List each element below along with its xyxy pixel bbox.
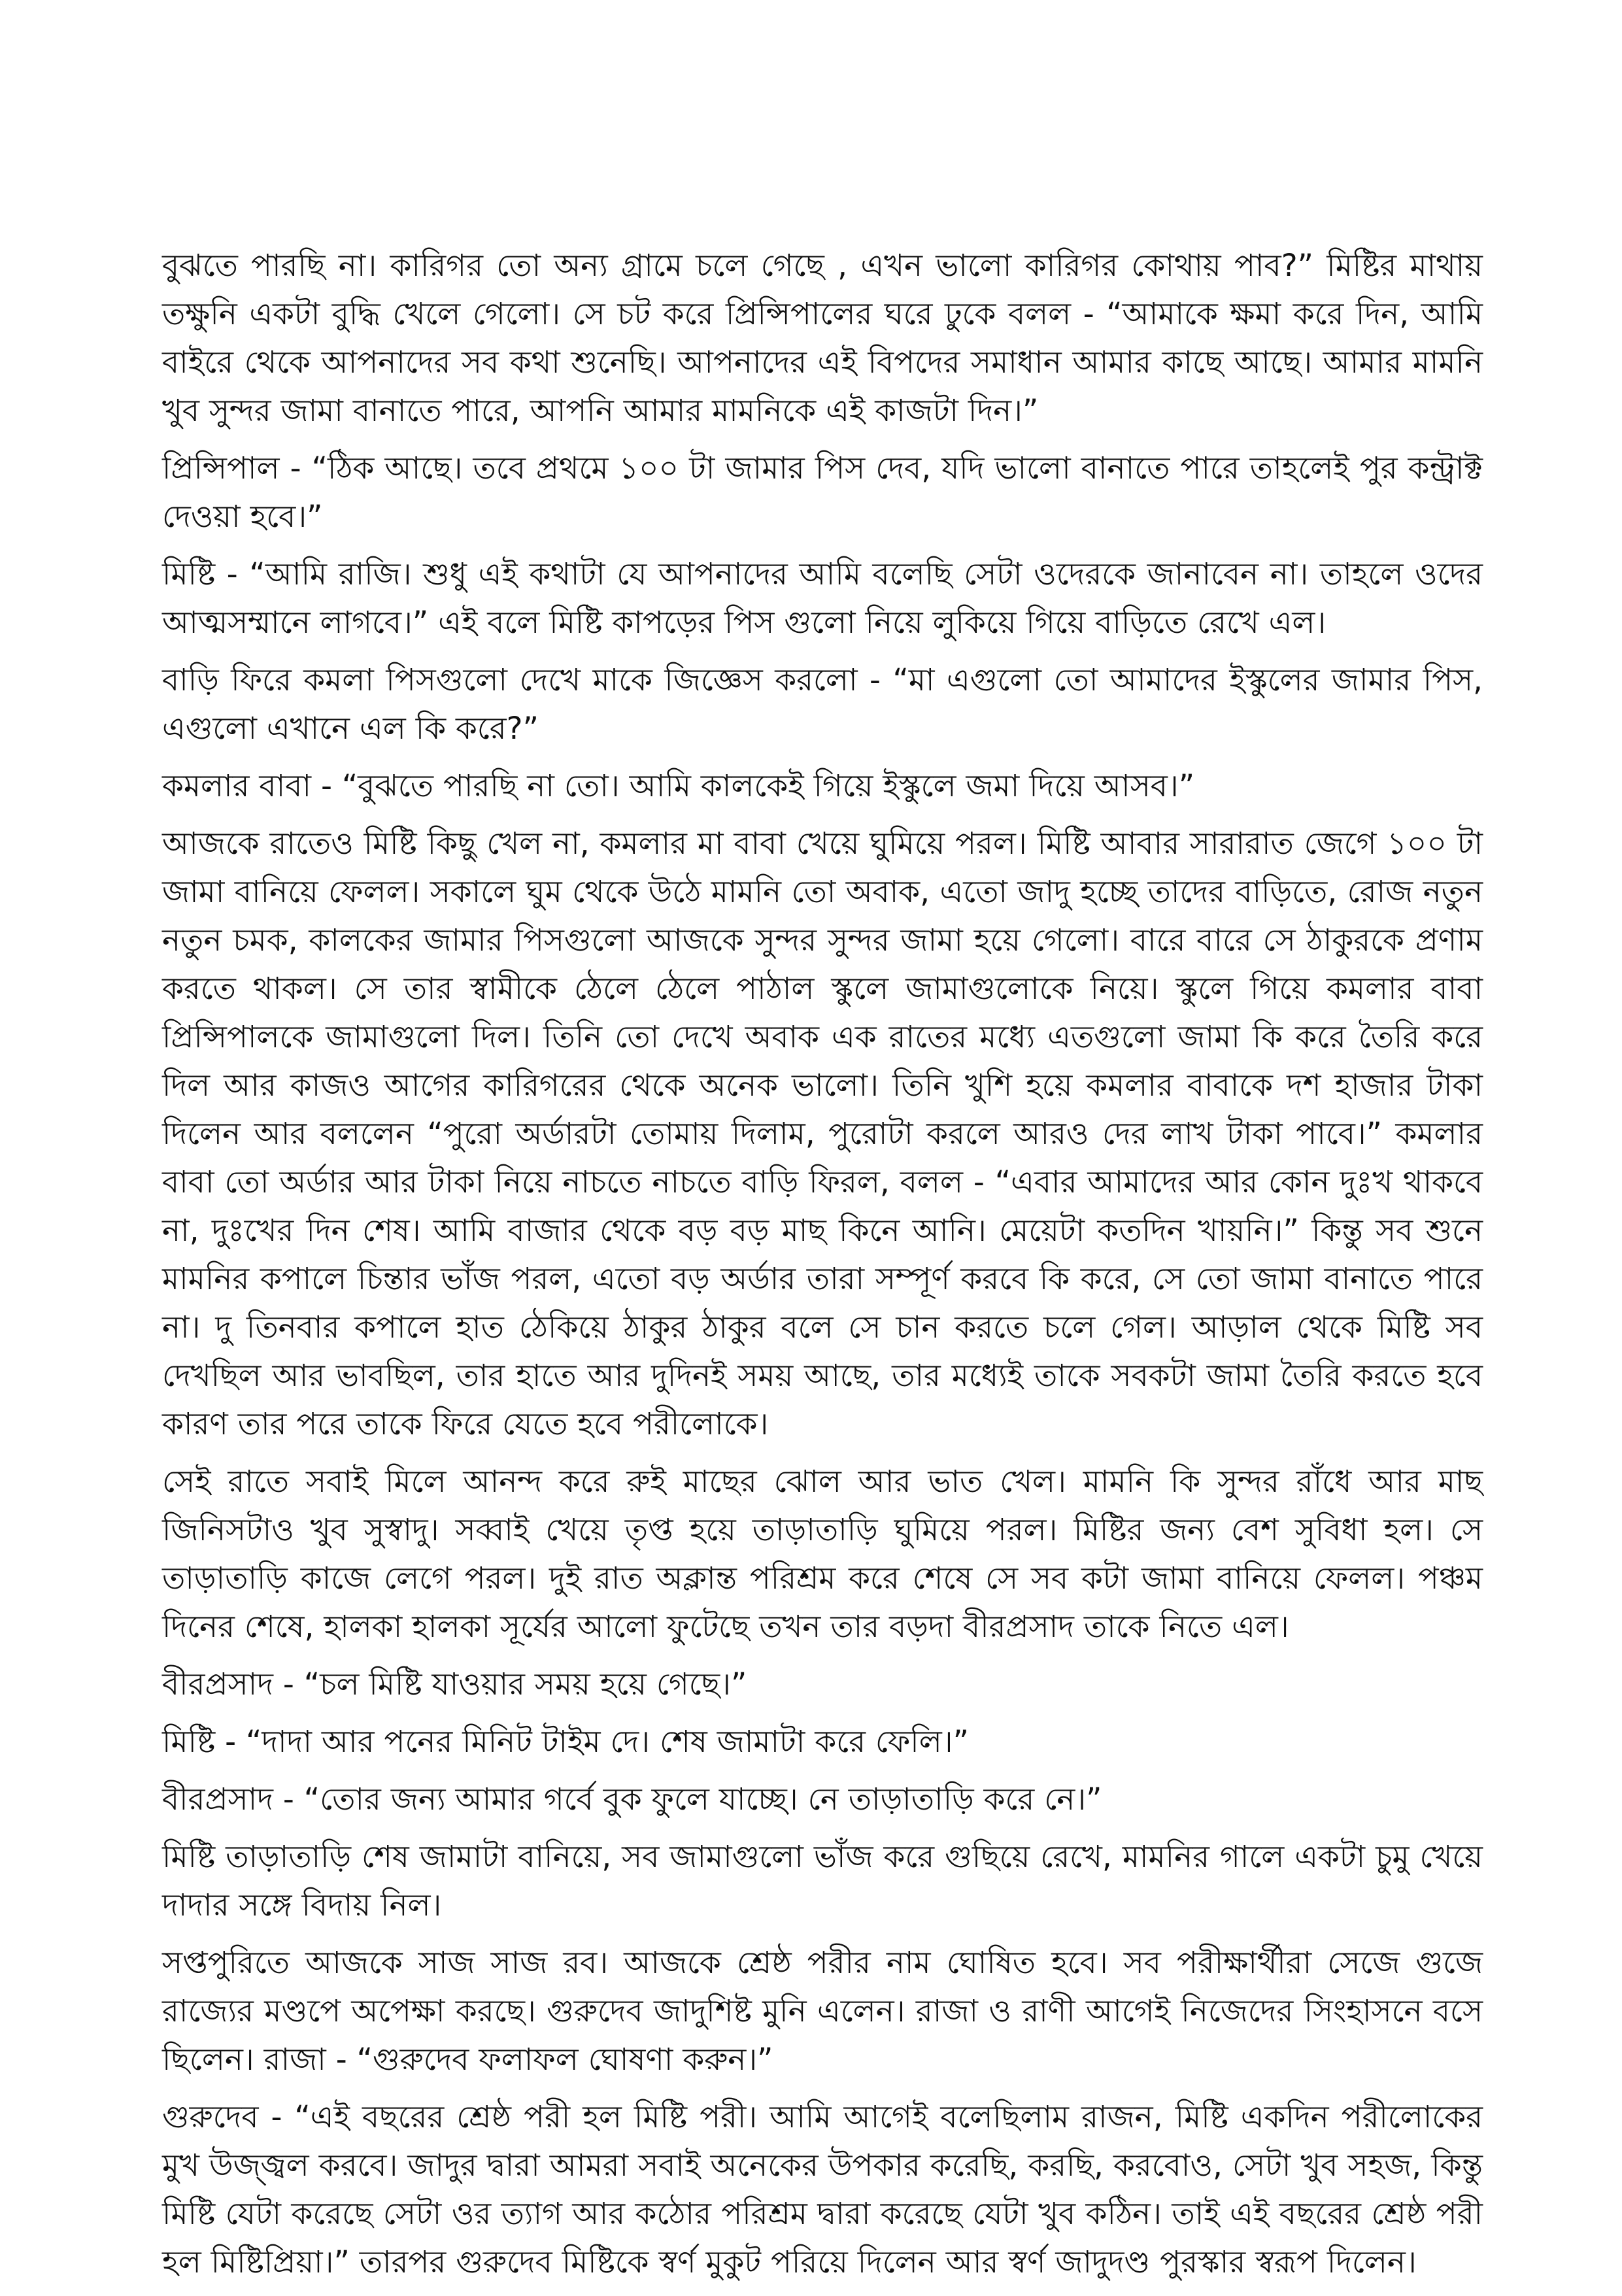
paragraph: বীরপ্রসাদ - “তোর জন্য আমার গর্বে বুক ফুলে যাচ্ছে। নে তাড়াতাড়ি করে নে।” bbox=[162, 1781, 1102, 1817]
paragraph: মিষ্টি - “দাদা আর পনের মিনিট টাইম দে। শেষ জামাটা করে ফেলি।” bbox=[162, 1724, 969, 1760]
paragraph: বাড়ি ফিরে কমলা পিসগুলো দেখে মাকে জিজ্ঞেস করলো - “মা এগুলো তো আমাদের ইস্কুলের জামার পিস, এগুলো এখানে এল কি করে?” bbox=[162, 662, 1483, 747]
paragraph: সেই রাতে সবাই মিলে আনন্দ করে রুই মাছের ঝোল আর ভাত খেল। মামনি কি সুন্দর রাঁধে আর মাছ জিনিসটাও খুব সুস্বাদু। সব্বাই খেয়ে তৃপ্ত হয়ে তাড়াতাড়ি ঘুমিয়ে পরল। মিষ্টির জন্য বেশ সুবিধা হল। সে তাড়াতাড়ি কাজে লেগে পরল। দুই রাত অক্লান্ত পরিশ্রম করে শেষে সে সব কটা জামা বানিয়ে ফেলল। পঞ্চম দিনের শেষে, হালকা হালকা সূর্যের আলো ফুটেছে তখন তার বড়দা বীরপ্রসাদ তাকে নিতে এল। bbox=[162, 1464, 1483, 1645]
paragraph: কমলার বাবা - “বুঝতে পারছি না তো। আমি কালকেই গিয়ে ইস্কুলে জমা দিয়ে আসব।” bbox=[162, 768, 1195, 804]
document-page bbox=[162, 242, 1483, 2296]
paragraph: বুঝতে পারছি না। কারিগর তো অন্য গ্রামে চলে গেছে , এখন ভালো কারিগর কোথায় পাব?” মিষ্টির মাথায় তক্ষুনি একটা বুদ্ধি খেলে গেলো। সে চট করে প্রিন্সিপালের ঘরে ঢুকে বলল - “আমাকে ক্ষমা করে দিন, আমি বাইরে থেকে আপনাদের সব কথা শুনেছি। আপনাদের এই বিপদের সমাধান আমার কাছে আছে। আমার মামনি খুব সুন্দর জামা বানাতে পারে, আপনি আমার মামনিকে এই কাজটা দিন।” bbox=[162, 248, 1483, 429]
paragraph: সপ্তপুরিতে আজকে সাজ সাজ রব। আজকে শ্রেষ্ঠ পরীর নাম ঘোষিত হবে। সব পরীক্ষার্থীরা সেজে গুজে রাজ্যের মণ্ডপে অপেক্ষা করছে। গুরুদেব জাদুশিষ্ট মুনি এলেন। রাজা ও রাণী আগেই নিজেদের সিংহাসনে বসে ছিলেন। রাজা - “গুরুদেব ফলাফল ঘোষণা করুন।” bbox=[162, 1945, 1483, 2078]
paragraph: বীরপ্রসাদ - “চল মিষ্টি যাওয়ার সময় হয়ে গেছে।” bbox=[162, 1666, 747, 1702]
paragraph: গুরুদেব - “এই বছরের শ্রেষ্ঠ পরী হল মিষ্টি পরী। আমি আগেই বলেছিলাম রাজন, মিষ্টি একদিন পরীলোকের মুখ উজ্জ্বল করবে। জাদুর দ্বারা আমরা সবাই অনেকের উপকার করেছি, করছি, করবোও, সেটা খুব সহজ, কিন্তু মিষ্টি যেটা করেছে সেটা ওর ত্যাগ আর কঠোর পরিশ্রম দ্বারা করেছে যেটা খুব কঠিন। তাই এই বছরের শ্রেষ্ঠ পরী হল মিষ্টিপ্রিয়া।” তারপর গুরুদেব মিষ্টিকে স্বর্ণ মুকুট পরিয়ে দিলেন আর স্বর্ণ জাদুদণ্ড পুরস্কার স্বরূপ দিলেন। bbox=[162, 2099, 1483, 2280]
paragraph: আজকে রাতেও মিষ্টি কিছু খেল না, কমলার মা বাবা খেয়ে ঘুমিয়ে পরল। মিষ্টি আবার সারারাত জেগে ১০০ টা জামা বানিয়ে ফেলল। সকালে ঘুম থেকে উঠে মামনি তো অবাক, এতো জাদু হচ্ছে তাদের বাড়িতে, রোজ নতুন নতুন চমক, কালকের জামার পিসগুলো আজকে সুন্দর সুন্দর জামা হয়ে গেলো। বারে বারে সে ঠাকুরকে প্রণাম করতে থাকল। সে তার স্বামীকে ঠেলে ঠেলে পাঠাল স্কুলে জামাগুলোকে নিয়ে। স্কুলে গিয়ে কমলার বাবা প্রিন্সিপালকে জামাগুলো দিল। তিনি তো দেখে অবাক এক রাতের মধ্যে এতগুলো জামা কি করে তৈরি করে দিল আর কাজও আগের কারিগরের থেকে অনেক ভালো। তিনি খুশি হয়ে কমলার বাবাকে দশ হাজার টাকা দিলেন আর বললেন “পুরো অর্ডারটা তোমায় দিলাম, পুরোটা করলে আরও দের লাখ টাকা পাবে।” কমলার বাবা তো অর্ডার আর টাকা নিয়ে নাচতে নাচতে বাড়ি ফিরল, বলল - “এবার আমাদের আর কোন দুঃখ থাকবে না, দুঃখের দিন শেষ। আমি বাজার থেকে বড় বড় মাছ কিনে আনি। মেয়েটা কতদিন খায়নি।” কিন্তু সব শুনে মামনির কপালে চিন্তার ভাঁজ পরল, এতো বড় অর্ডার তারা সম্পূর্ণ করবে কি করে, সে তো জামা বানাতে পারে না। দু তিনবার কপালে হাত ঠেকিয়ে ঠাকুর ঠাকুর বলে সে চান করতে চলে গেল। আড়াল থেকে মিষ্টি সব দেখছিল আর ভাবছিল, তার হাতে আর দুদিনই সময় আছে, তার মধ্যেই তাকে সবকটা জামা তৈরি করতে হবে কারণ তার পরে তাকে ফিরে যেতে হবে পরীলোকে। bbox=[162, 826, 1483, 1442]
paragraph: মিষ্টি - “আমি রাজি। শুধু এই কথাটা যে আপনাদের আমি বলেছি সেটা ওদেরকে জানাবেন না। তাহলে ওদের আত্মসম্মানে লাগবে।” এই বলে মিষ্টি কাপড়ের পিস গুলো নিয়ে লুকিয়ে গিয়ে বাড়িতে রেখে এল। bbox=[162, 556, 1483, 641]
paragraph: মিষ্টি তাড়াতাড়ি শেষ জামাটা বানিয়ে, সব জামাগুলো ভাঁজ করে গুছিয়ে রেখে, মামনির গালে একটা চুমু খেয়ে দাদার সঙ্গে বিদায় নিল। bbox=[162, 1839, 1483, 1923]
paragraph: প্রিন্সিপাল - “ঠিক আছে। তবে প্রথমে ১০০ টা জামার পিস দেব, যদি ভালো বানাতে পারে তাহলেই পুর কন্ট্রাক্ট দেওয়া হবে।” bbox=[162, 450, 1483, 535]
